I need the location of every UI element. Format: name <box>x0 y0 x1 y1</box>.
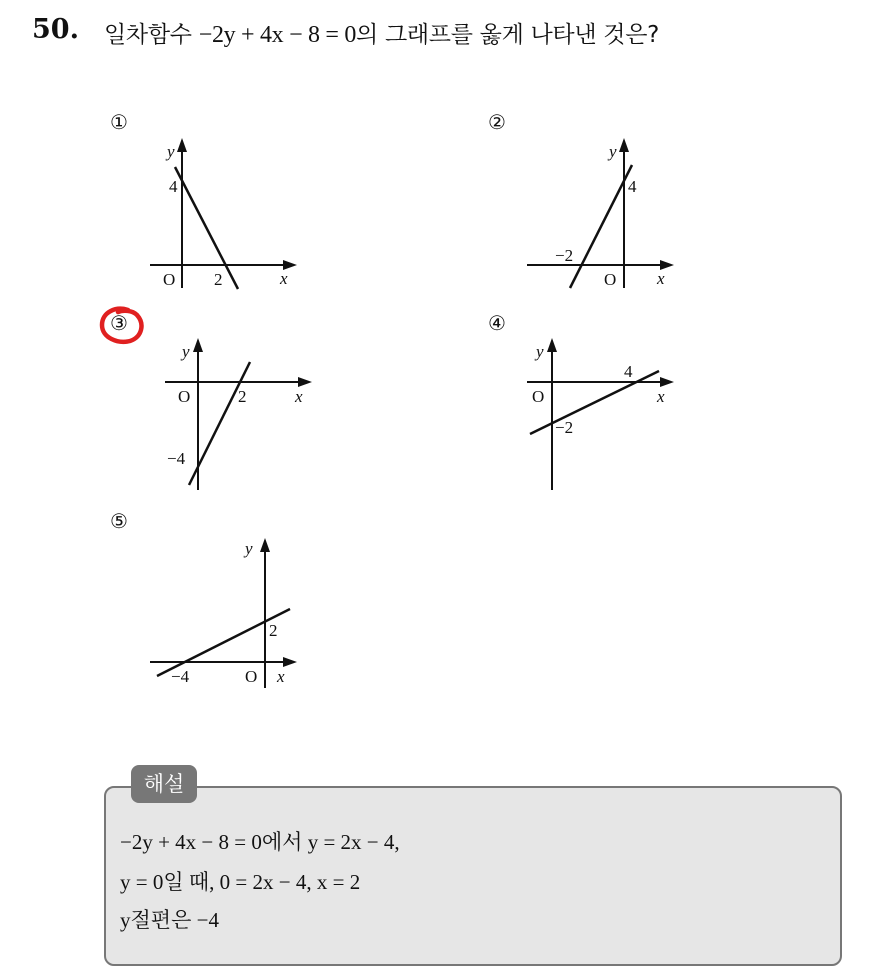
origin-label: O <box>532 387 545 406</box>
option-5-label[interactable]: ⑤ <box>110 509 128 533</box>
origin-label: O <box>604 270 617 289</box>
y-intercept-label: −4 <box>167 449 186 468</box>
y-axis-label: y <box>245 539 253 558</box>
x-axis-label: x <box>295 387 303 406</box>
explanation-line-2: y = 0일 때, 0 = 2x − 4, x = 2 <box>120 870 361 894</box>
y-intercept-label: 2 <box>269 621 278 640</box>
option-1-label[interactable]: ① <box>110 110 128 134</box>
y-intercept-label: 4 <box>169 177 178 196</box>
y-axis-arrow-icon <box>260 538 270 552</box>
x-axis-label: x <box>657 387 665 406</box>
answer-circle-mark <box>98 304 150 348</box>
y-axis-arrow-icon <box>619 138 629 152</box>
function-line <box>570 165 632 288</box>
explanation-line-3: y절편은 −4 <box>120 908 219 932</box>
y-axis-label: y <box>182 342 190 361</box>
graph-option-3[interactable] <box>160 335 320 495</box>
y-axis-label: y <box>536 342 544 361</box>
x-axis-arrow-icon <box>283 657 297 667</box>
y-axis-arrow-icon <box>177 138 187 152</box>
x-intercept-label: −4 <box>171 667 190 686</box>
question-equation: −2y + 4x − 8 = 0 <box>198 22 357 48</box>
function-line <box>157 609 290 676</box>
y-intercept-label: −2 <box>555 418 574 437</box>
origin-label: O <box>245 667 258 686</box>
origin-label: O <box>163 270 176 289</box>
y-axis-label: y <box>609 142 617 161</box>
question-suffix: 의 그래프를 옳게 나타낸 것은? <box>356 22 660 48</box>
y-axis-arrow-icon <box>547 338 557 352</box>
question-number: 50. <box>32 14 79 45</box>
question-text <box>104 16 659 49</box>
x-axis-label: x <box>277 667 285 686</box>
y-axis-label: y <box>167 142 175 161</box>
x-intercept-label: 2 <box>214 270 223 289</box>
x-axis-label: x <box>280 269 288 288</box>
explanation-line-1: −2y + 4x − 8 = 0에서 y = 2x − 4, <box>120 830 400 854</box>
x-axis-label: x <box>657 269 665 288</box>
x-intercept-label: 2 <box>238 387 247 406</box>
function-line <box>175 167 238 289</box>
x-axis-arrow-icon <box>660 377 674 387</box>
x-intercept-label: −2 <box>555 246 574 265</box>
graph-option-2[interactable] <box>522 135 682 295</box>
graph-option-1[interactable] <box>145 135 305 295</box>
function-line <box>530 371 659 434</box>
x-axis-arrow-icon <box>298 377 312 387</box>
question-prefix: 일차함수 <box>104 22 192 48</box>
option-2-label[interactable]: ② <box>488 110 506 134</box>
y-intercept-label: 4 <box>628 177 637 196</box>
option-4-label[interactable]: ④ <box>488 311 506 335</box>
origin-label: O <box>178 387 191 406</box>
graph-option-4[interactable] <box>522 335 682 495</box>
explanation-title: 해설 <box>131 765 197 803</box>
option-3-label[interactable]: ③ <box>110 311 128 335</box>
y-axis-arrow-icon <box>193 338 203 352</box>
graph-option-5[interactable] <box>145 535 315 695</box>
x-intercept-label: 4 <box>624 362 633 381</box>
